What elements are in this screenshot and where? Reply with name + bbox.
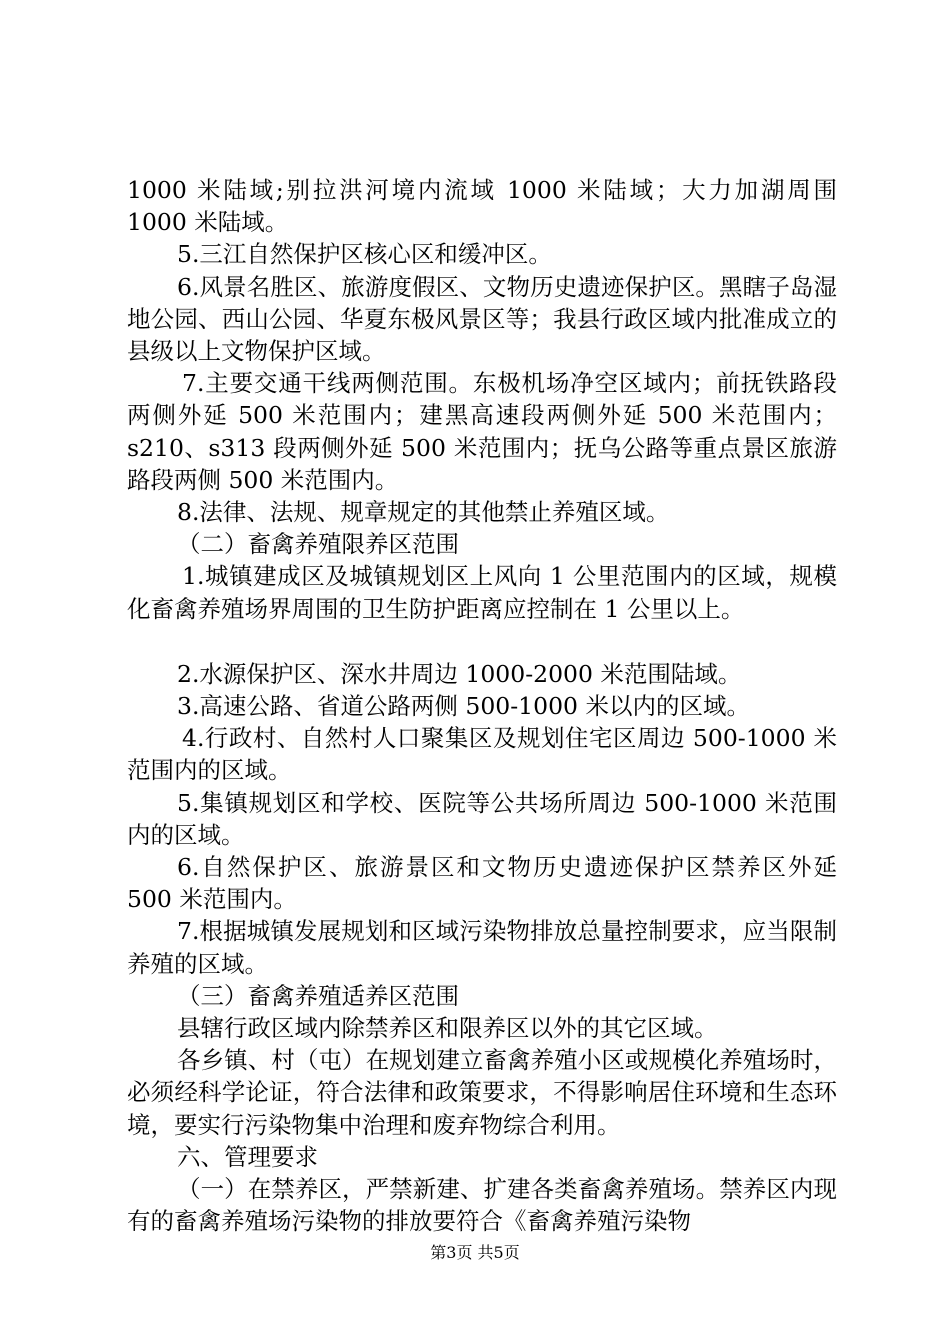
section-heading-3: （三）畜禽养殖适养区范围	[177, 981, 459, 1010]
paragraph-13: 7.根据城镇发展规划和区域污染物排放总量控制要求，应当限制养殖的区域。	[127, 917, 837, 978]
paragraph-3: 6.风景名胜区、旅游度假区、文物历史遗迹保护区。黑瞎子岛湿地公园、西山公园、华夏东极风景区等；我县行政区域内批准成立的县级以上文物保护区域。	[127, 272, 837, 366]
paragraph-11: 5.集镇规划区和学校、医院等公共场所周边 500-1000 米范围内的区域。	[127, 788, 837, 849]
paragraph-10: 4.行政村、自然村人口聚集区及规划住宅区周边 500-1000 米范围内的区域。	[127, 724, 837, 785]
paragraph-18: （一）在禁养区，严禁新建、扩建各类畜禽养殖场。禁养区内现有的畜禽养殖场污染物的排放要符合《畜禽养殖污染物	[127, 1175, 837, 1236]
paragraph-9: 3.高速公路、省道公路两侧 500-1000 米以内的区域。	[177, 692, 750, 721]
paragraph-1: 1000 米陆域;别拉洪河境内流域 1000 米陆域；大力加湖周围 1000 米陆域。	[127, 176, 837, 237]
section-heading-2: （二）畜禽养殖限养区范围	[177, 530, 459, 559]
paragraph-15: 县辖行政区域内除禁养区和限养区以外的其它区域。	[177, 1014, 718, 1043]
paragraph-5: 8.法律、法规、规章规定的其他禁止养殖区域。	[177, 498, 670, 527]
paragraph-12: 6.自然保护区、旅游景区和文物历史遗迹保护区禁养区外延 500 米范围内。	[127, 853, 837, 914]
paragraph-4: 7.主要交通干线两侧范围。东极机场净空区域内；前抚铁路段两侧外延 500 米范围内；建黑高速段两侧外延 500 米范围内；s210、s313 段两侧外延 500 米范围内；抚乌公路等重点景区旅游路段两侧 500 米范围内。	[127, 369, 837, 494]
blank-line	[127, 625, 837, 658]
section-heading-6: 六、管理要求	[177, 1142, 318, 1171]
page-footer	[0, 1243, 950, 1263]
paragraph-8: 2.水源保护区、深水井周边 1000-2000 米范围陆域。	[177, 659, 742, 688]
paragraph-7: 1.城镇建成区及城镇规划区上风向 1 公里范围内的区域，规模化畜禽养殖场界周围的卫生防护距离应控制在 1 公里以上。	[127, 562, 837, 623]
paragraph-16: 各乡镇、村（屯）在规划建立畜禽养殖小区或规模化养殖场时，必须经科学论证，符合法律和政策要求，不得影响居住环境和生态环境，要实行污染物集中治理和废弃物综合利用。	[127, 1046, 837, 1139]
page-number: 第3页 共5页	[430, 1243, 520, 1262]
paragraph-2: 5.三江自然保护区核心区和缓冲区。	[177, 240, 552, 269]
document-body	[127, 174, 837, 1238]
